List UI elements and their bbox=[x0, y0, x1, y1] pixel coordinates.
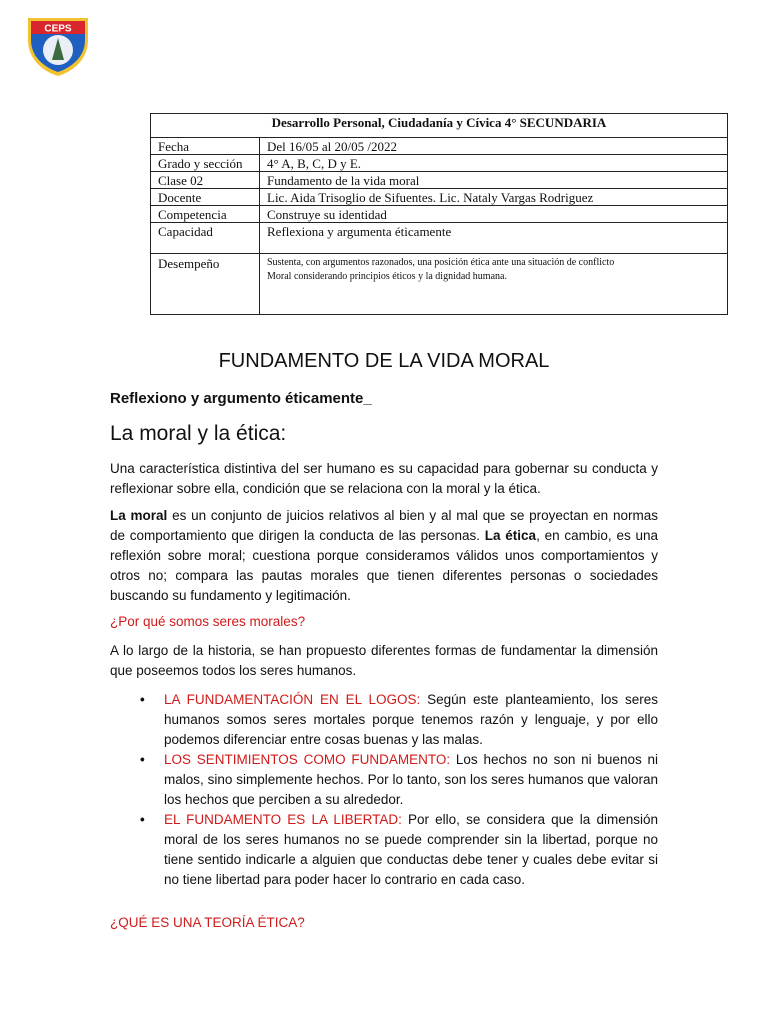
list-item bbox=[140, 750, 658, 810]
row-value-docente: Lic. Aida Trisoglio de Sifuentes. Lic. Nataly Vargas Rodriguez bbox=[260, 189, 728, 206]
fundamentos-list bbox=[140, 690, 658, 890]
desempeno-line-2: Moral considerando principios éticos y la dignidad humana. bbox=[267, 271, 507, 282]
bullet-text: Según este planteamiento, los seres humanos somos seres mortales porque tenemos razón y lenguaje, y por ello podemos diferenciar entre cosas buenas y las malas. bbox=[164, 692, 658, 747]
row-label-clase: Clase 02 bbox=[151, 172, 260, 189]
section-heading: La moral y la ética: bbox=[110, 422, 287, 445]
paragraph-2-text-2: , en cambio, es una reflexión sobre moral; cuestiona porque consideramos válidos unos comportamientos y otros no; compara las pautas morales que tienen diferentes personas o sociedades buscando su fundamento y legitimación. bbox=[110, 528, 659, 603]
list-item bbox=[140, 690, 658, 750]
bullet-heading: LOS SENTIMIENTOS COMO FUNDAMENTO: bbox=[164, 752, 451, 767]
school-logo bbox=[24, 10, 92, 78]
page-title: FUNDAMENTO DE LA VIDA MORAL bbox=[218, 350, 550, 372]
row-label-grado: Grado y sección bbox=[151, 155, 260, 172]
paragraph-2 bbox=[110, 506, 658, 606]
row-label-fecha: Fecha bbox=[151, 138, 260, 155]
row-value-fecha: Del 16/05 al 20/05 /2022 bbox=[260, 138, 728, 155]
row-label-docente: Docente bbox=[151, 189, 260, 206]
row-label-capacidad: Capacidad bbox=[151, 223, 260, 254]
term-etica: La ética bbox=[484, 528, 537, 543]
desempeno-line-1: Sustenta, con argumentos razonados, una posición ética ante una situación de conflicto bbox=[267, 257, 615, 268]
row-value-capacidad: Reflexiona y argumenta éticamente bbox=[260, 223, 728, 254]
row-value-competencia: Construye su identidad bbox=[260, 206, 728, 223]
paragraph-1: Una característica distintiva del ser humano es su capacidad para gobernar su conducta y reflexionar sobre ella, condición que se relaciona con la moral y la ética. bbox=[110, 461, 658, 496]
question-teoria-etica: ¿QUÉ ES UNA TEORÍA ÉTICA? bbox=[110, 915, 305, 930]
term-moral: La moral bbox=[110, 508, 168, 523]
question-seres-morales: ¿Por qué somos seres morales? bbox=[110, 614, 306, 629]
row-label-desempeno: Desempeño bbox=[151, 254, 260, 315]
row-value-clase: Fundamento de la vida moral bbox=[260, 172, 728, 189]
bullet-heading: EL FUNDAMENTO ES LA LIBERTAD: bbox=[164, 812, 402, 827]
bullet-text: Por ello, se considera que la dimensión moral de los seres humanos no se puede comprender sin la libertad, porque no tiene sentido indicarle a alguien que conductas debe tener y cuales debe evitar si no tiene libertad para poder hacer lo contrario en cada caso. bbox=[164, 812, 658, 887]
class-info-table bbox=[150, 113, 728, 315]
bullet-icon: • bbox=[140, 752, 145, 767]
subtitle: Reflexiono y argumento éticamente_ bbox=[110, 390, 372, 407]
bullet-text: Los hechos no son ni buenos ni malos, sino simplemente hechos. Por lo tanto, son los seres humanos que valoran los hechos que perciben a su alrededor. bbox=[164, 752, 658, 807]
logo-text: CEPS bbox=[44, 23, 72, 35]
row-value-grado: 4° A, B, C, D y E. bbox=[260, 155, 728, 172]
paragraph-2-text-1: es un conjunto de juicios relativos al bien y al mal que se proyectan en normas de comportamiento que dirigen la conducta de las personas. bbox=[110, 508, 658, 543]
bullet-icon: • bbox=[140, 812, 145, 827]
table-title: Desarrollo Personal, Ciudadanía y Cívica 4° SECUNDARIA bbox=[151, 114, 728, 138]
row-label-competencia: Competencia bbox=[151, 206, 260, 223]
bullet-icon: • bbox=[140, 692, 145, 707]
bullet-heading: LA FUNDAMENTACIÓN EN EL LOGOS: bbox=[164, 692, 421, 707]
row-value-desempeno bbox=[260, 254, 728, 315]
paragraph-3: A lo largo de la historia, se han propuesto diferentes formas de fundamentar la dimensión que poseemos todos los seres humanos. bbox=[110, 643, 658, 678]
list-item bbox=[140, 810, 658, 890]
